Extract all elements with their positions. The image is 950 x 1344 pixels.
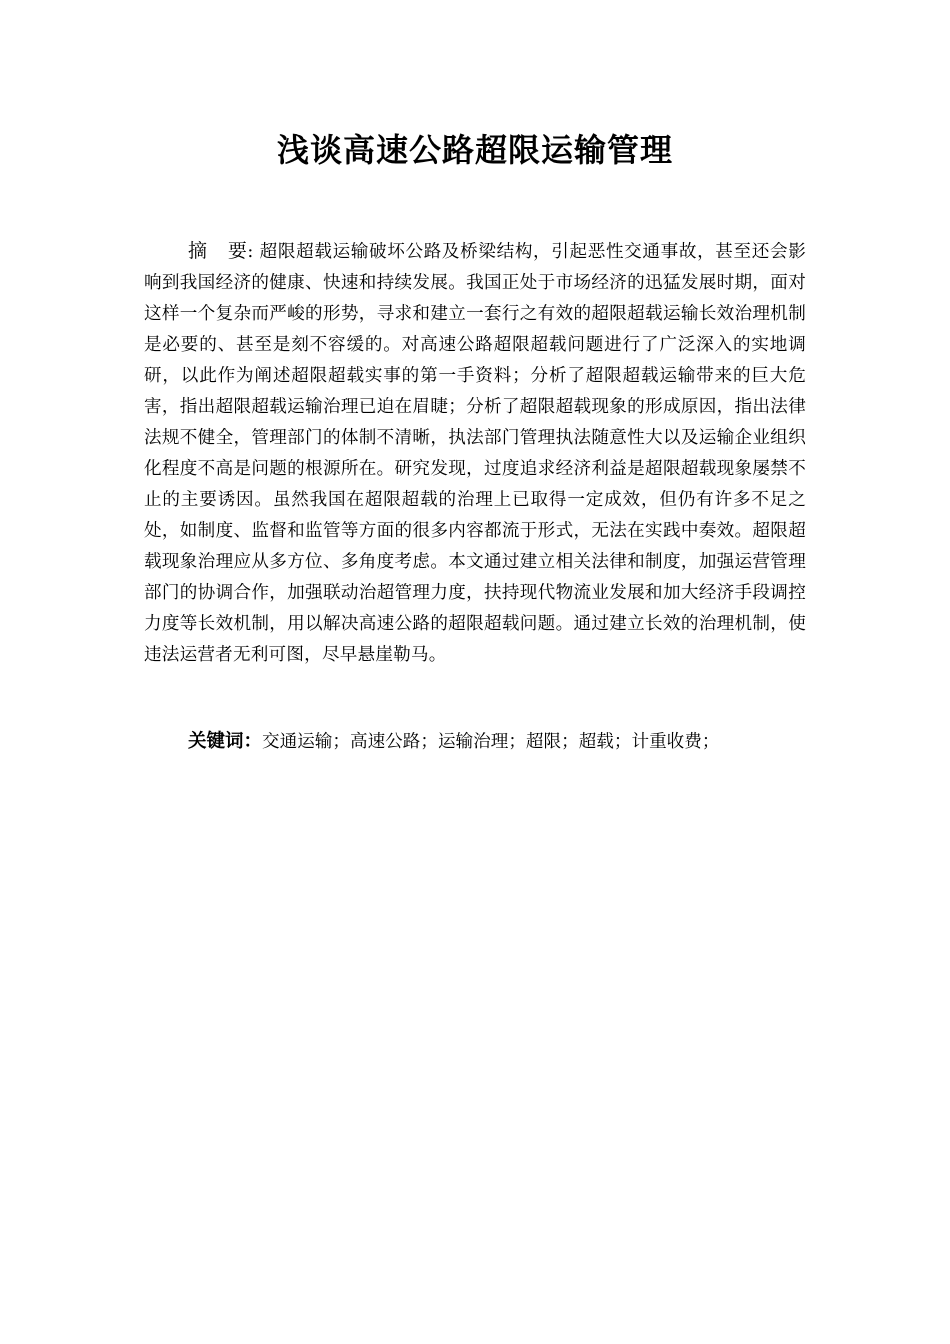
keywords-paragraph	[188, 726, 808, 758]
abstract-paragraph	[144, 236, 806, 671]
keywords-label: 关键词：	[188, 731, 263, 752]
abstract-label-first: 摘	[188, 240, 208, 262]
abstract-separator: :	[247, 242, 260, 262]
keywords-text: 交通运输；高速公路；运输治理；超限；超载；计重收费；	[262, 732, 720, 752]
abstract-label-second: 要	[227, 240, 248, 262]
abstract-text: 超限超载运输破坏公路及桥梁结构，引起恶性交通事故，甚至还会影响到我国经济的健康、快速和持续发展。我国正处于市场经济的迅猛发展时期，面对这样一个复杂而严峻的形势，寻求和建立一套行之有效的超限超载运输长效治理机制是必要的、甚至是刻不容缓的。对高速公路超限超载问题进行了广泛深入的实地调研，以此作为阐述超限超载实事的第一手资料；分析了超限超载运输带来的巨大危害，指出超限超载运输治理已迫在眉睫；分析了超限超载现象的形成原因，指出法律法规不健全，管理部门的体制不清晰，执法部门管理执法随意性大以及运输企业组织化程度不高是问题的根源所在。研究发现，过度追求经济利益是超限超载现象屡禁不止的主要诱因。虽然我国在超限超载的治理上已取得一定成效，但仍有许多不足之处，如制度、监督和监管等方面的很多内容都流于形式，无法在实践中奏效。超限超载现象治理应从多方位、多角度考虑。本文通过建立相关法律和制度，加强运营管理部门的协调合作，加强联动治超管理力度，扶持现代物流业发展和加大经济手段调控力度等长效机制，用以解决高速公路的超限超载问题。通过建立长效的治理机制，使违法运营者无利可图，尽早悬崖勒马。	[144, 242, 806, 665]
document-title: 浅谈高速公路超限运输管理	[276, 131, 673, 169]
abstract-label	[188, 240, 247, 262]
